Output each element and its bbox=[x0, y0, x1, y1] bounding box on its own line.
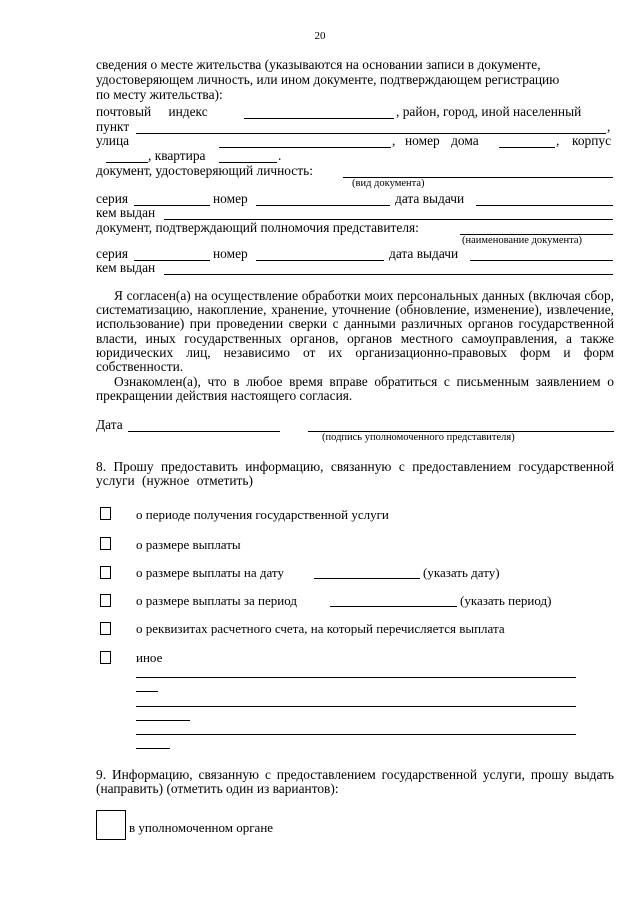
checkbox-payment-amount[interactable] bbox=[100, 537, 111, 550]
rep-number-label: номер bbox=[213, 246, 248, 261]
option-payment-on-date-label: о размере выплаты на дату bbox=[136, 565, 284, 580]
street-label: улица bbox=[96, 133, 130, 148]
payment-date-field[interactable] bbox=[314, 578, 420, 579]
residence-intro-line-2: удостоверяющем личность, или ином документе, подтверждающем регистрацию bbox=[96, 72, 560, 87]
payment-period-field[interactable] bbox=[330, 606, 457, 607]
house-comma: , bbox=[556, 133, 560, 148]
option-payment-on-date-suffix: (указать дату) bbox=[423, 565, 500, 580]
rep-series-label: серия bbox=[96, 246, 129, 261]
postal-index-label: почтовый индекс bbox=[96, 104, 208, 119]
section9-text: 9. Информацию, связанную с предоставлением государственной услуги, прошу выдать (направить) (отметить один из вариантов): bbox=[96, 767, 614, 797]
option-in-authority-label: в уполномоченном органе bbox=[129, 820, 274, 835]
option-account-details-label: о реквизитах расчетного счета, на который перечисляется выплата bbox=[136, 621, 505, 636]
checkbox-payment-for-period[interactable] bbox=[100, 594, 111, 607]
identity-doc-caption: (вид документа) bbox=[352, 178, 425, 189]
checkbox-in-authority[interactable] bbox=[96, 810, 126, 840]
rep-doc-label: документ, подтверждающий полномочия представителя: bbox=[96, 220, 419, 235]
signature-caption: (подпись уполномоченного представителя) bbox=[322, 432, 515, 443]
rep-issue-date-field[interactable] bbox=[470, 260, 613, 261]
acknowledgement-paragraph: Ознакомлен(а), что в любое время вправе обратиться с письменным заявлением о прекращении действия настоящего согласия. bbox=[96, 374, 614, 404]
other-field-line-1[interactable] bbox=[136, 677, 576, 678]
identity-issue-date-label: дата выдачи bbox=[395, 191, 465, 206]
rep-issued-by-label: кем выдан bbox=[96, 260, 156, 275]
identity-issued-by-label: кем выдан bbox=[96, 205, 156, 220]
rep-number-field[interactable] bbox=[256, 260, 384, 261]
apartment-label: , квартира bbox=[148, 148, 206, 163]
option-payment-amount-label: о размере выплаты bbox=[136, 537, 241, 552]
apartment-period: . bbox=[278, 148, 282, 163]
checkbox-other[interactable] bbox=[100, 651, 111, 664]
checkbox-payment-on-date[interactable] bbox=[100, 566, 111, 579]
settlement-field[interactable] bbox=[136, 133, 606, 134]
rep-issue-date-label: дата выдачи bbox=[389, 246, 459, 261]
date-label: Дата bbox=[96, 417, 123, 432]
other-field-line-2[interactable] bbox=[136, 691, 158, 692]
other-field-line-6[interactable] bbox=[136, 748, 170, 749]
postal-index-field[interactable] bbox=[244, 118, 394, 119]
house-label: номер дома bbox=[405, 133, 479, 148]
identity-doc-label: документ, удостоверяющий личность: bbox=[96, 163, 313, 178]
checkbox-period[interactable] bbox=[100, 507, 111, 520]
option-payment-for-period-suffix: (указать период) bbox=[460, 593, 552, 608]
building-label: корпус bbox=[572, 133, 612, 148]
option-period-label: о периоде получения государственной услуги bbox=[136, 507, 389, 522]
checkbox-account-details[interactable] bbox=[100, 622, 111, 635]
other-field-line-3[interactable] bbox=[136, 706, 576, 707]
date-field[interactable] bbox=[128, 431, 280, 432]
rep-issued-by-field[interactable] bbox=[164, 274, 613, 275]
other-field-line-4[interactable] bbox=[136, 720, 190, 721]
identity-issue-date-field[interactable] bbox=[476, 205, 613, 206]
settlement-comma: , bbox=[607, 119, 611, 134]
residence-intro-line-3: по месту жительства): bbox=[96, 87, 223, 102]
identity-number-field[interactable] bbox=[256, 205, 390, 206]
page-number: 20 bbox=[314, 30, 326, 42]
identity-series-label: серия bbox=[96, 191, 129, 206]
street-field[interactable] bbox=[219, 147, 391, 148]
option-payment-for-period-label: о размере выплаты за период bbox=[136, 593, 297, 608]
section8-text: 8. Прошу предоставить информацию, связанную с предоставлением государственной услуги (нужное отметить) bbox=[96, 459, 614, 489]
other-field-line-5[interactable] bbox=[136, 734, 576, 735]
district-label: , район, город, иной населенный bbox=[396, 104, 582, 119]
street-comma: , bbox=[392, 133, 396, 148]
settlement-label: пункт bbox=[96, 119, 130, 134]
option-other-label: иное bbox=[136, 650, 163, 665]
house-field[interactable] bbox=[499, 147, 555, 148]
consent-paragraph: Я согласен(а) на осуществление обработки моих персональных данных (включая сбор, систематизацию, накопление, хранение, уточнение (обновление, изменение), извлечение, использование) при проведении сверки с данными различных органов государственной власти, иных государственных органов, органов местного самоуправления, а также юридических лиц, независимо от их организационно-правовых форм и форм собственности. bbox=[96, 288, 614, 375]
residence-intro-line-1: сведения о месте жительства (указываются на основании записи в документе, bbox=[96, 57, 541, 72]
identity-number-label: номер bbox=[213, 191, 248, 206]
rep-doc-caption: (наименование документа) bbox=[462, 235, 583, 246]
